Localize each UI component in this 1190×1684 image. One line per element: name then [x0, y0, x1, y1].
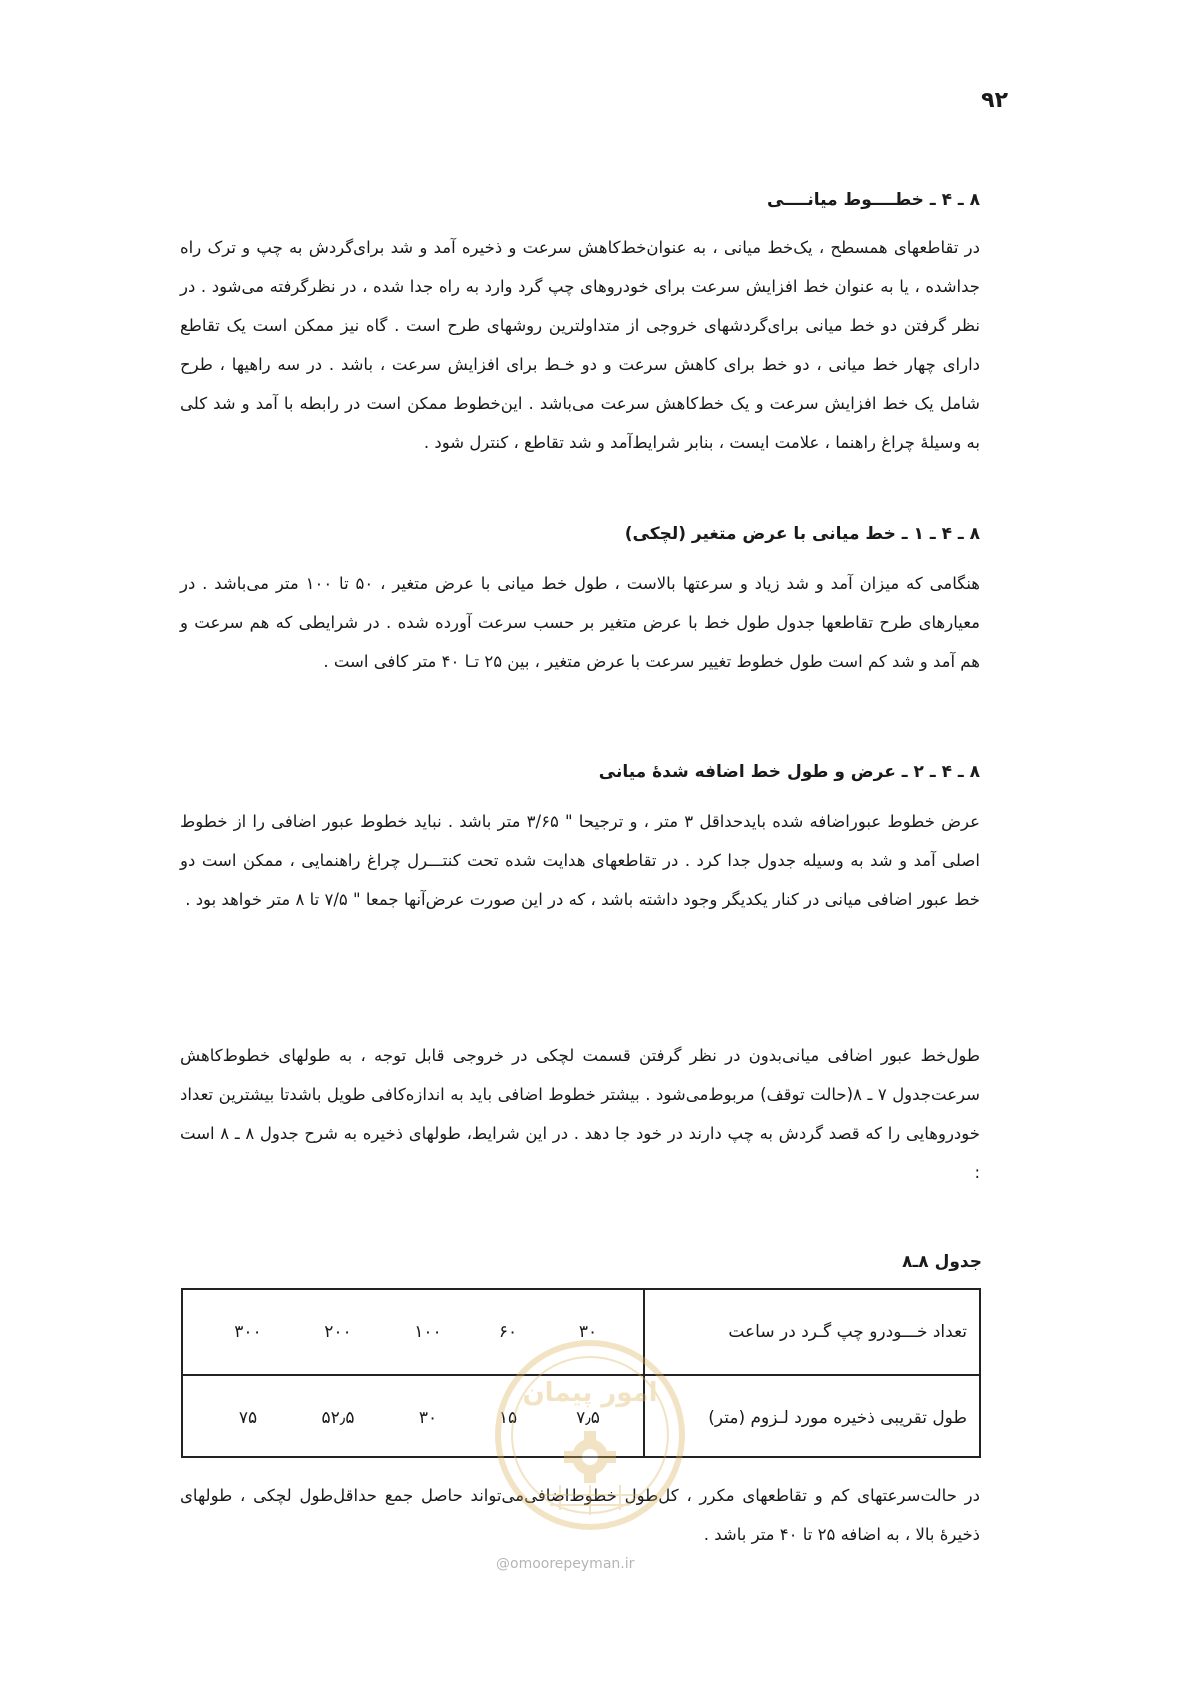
page-number: ۹۲ [981, 88, 1008, 113]
section-heading-8-4-1: ۸ ـ ۴ ـ ۱ ـ خط میانی با عرض متغیر (لچکی) [624, 524, 980, 544]
watermark-site: @omoorepeyman.ir [496, 1556, 635, 1572]
table-cell: ۷٫۵ [576, 1408, 600, 1428]
section-heading-8-4-2: ۸ ـ ۴ ـ ۲ ـ عرض و طول خط اضافه شده‌ٔ میانی [598, 762, 980, 782]
table-row-label-vehicles: تعداد خـــودرو چپ گـرد در ساعت [728, 1322, 967, 1342]
table-cell: ۳۰ [578, 1322, 598, 1342]
table-cell: ۳۰۰ [234, 1322, 262, 1342]
paragraph-closing: در حالت‌سرعتهای کم و تقاطعهای مکرر ، کل‌طول خطوط‌اضافی‌می‌تواند حاصل جمع حداقل‌طول لچکی ، طولهای ذخیره‌ٔ بالا ، به اضافه ۲۵ تا ۴۰ متر باشد . [180, 1486, 980, 1544]
watermark-emblem [490, 1335, 690, 1535]
paragraph-variable-width-lane: هنگامی که میزان آمد و شد زیاد و سرعتها بالاست ، طول خط میانی با عرض متغیر ، ۵۰ تا ۱۰۰ متر می‌باشد . در معیارهای طرح تقاطعها جدول طول خط با عرض متغیر بر حسب سرعت آورده شده . در شرایطی که هم سرعت و هم آمد و شد کم است طول خطوط تغییر سرعت با عرض متغیر ، بین ۲۵ تـا ۴۰ متر کافی است . [180, 574, 981, 671]
table-cell: ۱۰۰ [414, 1322, 442, 1342]
paragraph-lane-length: طول‌خط عبور اضافی میانی‌بدون در نظر گرفتن قسمت لچکی در خروجی قابل توجه ، به طولهای خطوط‌کاهش سرعت‌جدول ۷ ـ ۸(حالت توقف) مربوط‌می‌شود . بیشتر خطوط اضافی باید به اندازه‌کافی طویل باشدتا بیشترین تعداد خودروهایی را که قصد گردش به چپ دارند در خود جا دهد . در این شرایط، طولهای ذخیره به شرح جدول ۸ ـ ۸ است : [180, 1046, 981, 1182]
table-cell: ۷۵ [238, 1408, 258, 1428]
table-cell: ۳۰ [418, 1408, 438, 1428]
section-heading-8-4: ۸ ـ ۴ ـ خطــــوط میانــــی [766, 190, 980, 210]
watermark-emblem-text: امور پیمان [522, 1378, 658, 1408]
table-row-label-storage: طول تقریبی ذخیره مورد لـزوم (متر) [708, 1408, 967, 1428]
paragraph-lane-width: عرض خطوط عبوراضافه شده باید‌حداقل ۳ متر ، و ترجیحا " ۳/۶۵ متر باشد . نباید خطوط عبور اضافی را از خطوط اصلی آمد و شد به وسیله جدول جدا کرد . در تقاطعهای هدایت شده تحت کنتـــرل چراغ راهنمایی ، ممکن است دو خط عبور اضافی میانی در کنار یکدیگر وجود داشته باشد ، که در این صورت عرض‌آنها جمعا " ۷/۵ تا ۸ متر خواهد بود . [180, 812, 980, 909]
table-caption: جدول ۸ـ۸ [902, 1252, 982, 1272]
table-cell: ۵۲٫۵ [321, 1408, 355, 1428]
table-cell: ۱۵ [498, 1408, 518, 1428]
paragraph-median-lanes: در تقاطعهای همسطح ، یک‌خط میانی ، به عنوان‌خط‌کاهش سرعت و ذخیره آمد و شد برای‌گردش به چپ و ترک راه جداشده ، یا به عنوان خط افزایش سرعت برای خودروهای چپ گرد وارد به راه جدا شده ، در نظرگرفته می‌شود . در نظر گرفتن دو خط میانی برای‌گردشهای خروجی از متداولترین روشهای طرح است . گاه نیز ممکن است یک تقاطع دارای چهار خط میانی ، دو خط برای کاهش سرعت و دو خـط برای افزایش سرعت ، باشد . در سه راهیها ، طرح شامل یک خط افزایش سرعت و یک خط‌کاهش سرعت می‌باشد . این‌خطوط ممکن است در رابطه با آمد و شد کلی به وسیله‌ٔ چراغ راهنما ، علامت ایست ، بنابر شرایط‌آمد و شد تقاطع ، کنترل شود . [180, 238, 980, 452]
table-cell: ۶۰ [498, 1322, 518, 1342]
table-cell: ۲۰۰ [324, 1322, 352, 1342]
